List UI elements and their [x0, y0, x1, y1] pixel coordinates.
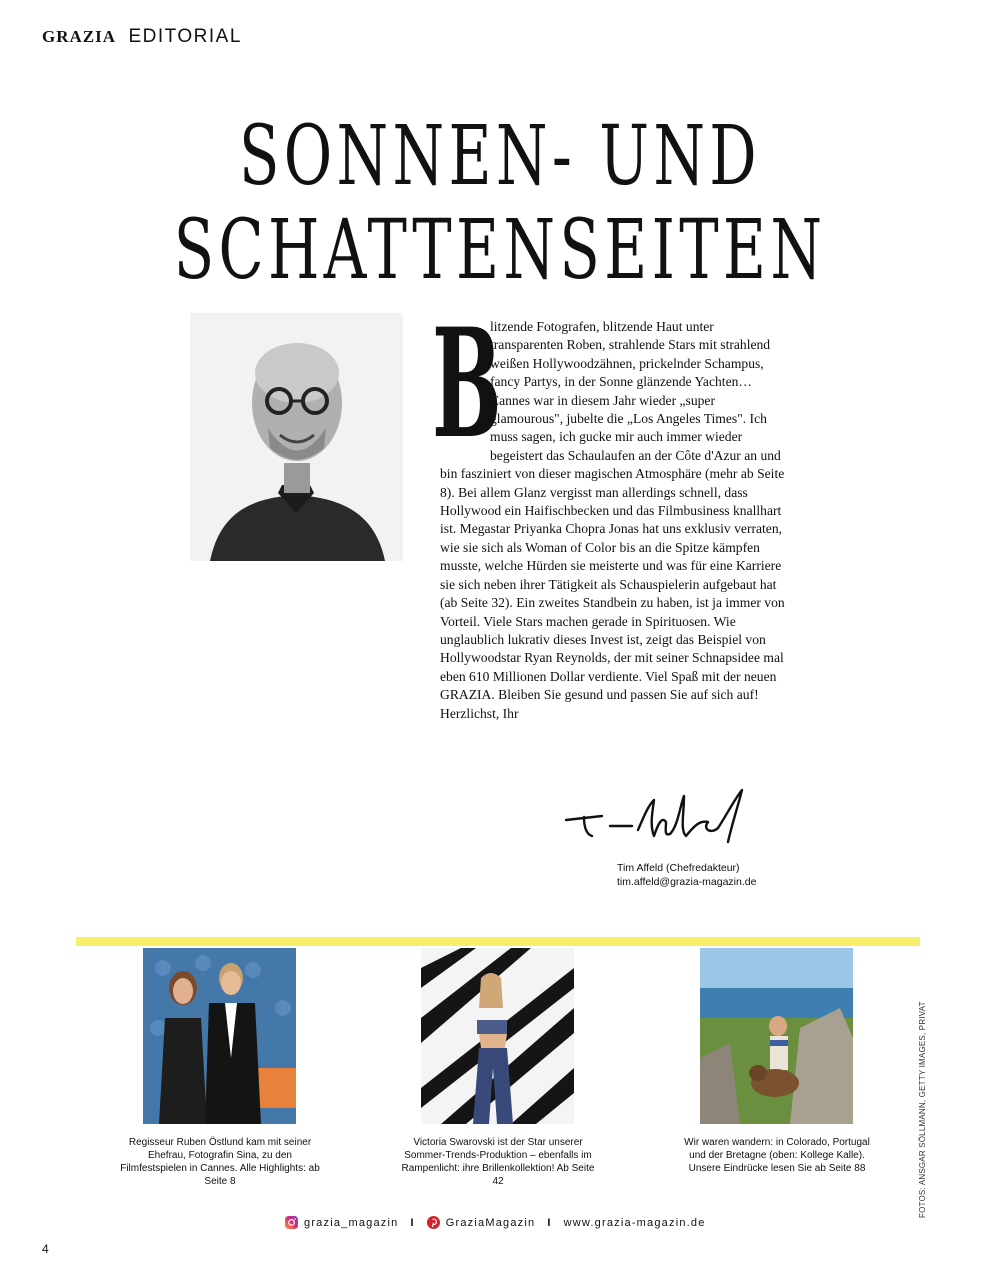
pinterest-handle[interactable]: GraziaMagazin: [445, 1216, 536, 1229]
caption-hiking: Wir waren wandern: in Colorado, Portugal und der Bretagne (oben: Kollege Kalle). Unsere Eindrücke lesen Sie ab Seite 88: [684, 1137, 870, 1174]
editorial-body-text: litzende Fotografen, blitzende Haut unter transparenten Roben, strahlende Stars mit strahlend weißen Hollywoodzähnen, prickelnder Schampus, fancy Partys, in der Sonne glänzende Yachten… Cannes war in diesem Jahr wieder „super glamourous", jubelte die „Los Angeles Times". Ich muss sagen, ich gucke mir auch immer wieder begeistert das Schaulaufen an der Côte d'Azur an und bin fasziniert von dieser magischen Atmosphäre (mehr ab Seite 8). Bei allem Glanz vergisst man allerdings schnell, dass Hollywood ein Haifischbecken und das Filmbusiness knallhart ist. Megastar Priyanka Chopra Jonas hat uns exklusiv verraten, wie sie sich als Woman of Color bis an die Spitze kämpfen musste, welche Hürden sie meisterte und was für eine Karriere sie sich neben ihrer Tätigkeit als Schauspielerin aufgebaut hat (ab Seite 32). Ein zweites Standbein zu haben, ist ja immer von Vorteil. Viele Stars machen gerade in Spirituosen. Wie unglaublich lukrativ dieses Invest ist, zeigt das Beispiel von Hollywoodstar Ryan Reynolds, der mit seiner Schnapsidee mal eben 610 Millionen Dollar verdiente. Viel Spaß mit der neuen GRAZIA. Bleiben Sie gesund und passen Sie auf sich auf! Herzlichst, Ihr: [440, 319, 785, 721]
brand-logo: GRAZIA: [42, 27, 117, 46]
author-portrait: [190, 313, 403, 561]
section-label: EDITORIAL: [128, 26, 242, 47]
accent-bar: [76, 937, 920, 946]
photo-hiking: [700, 948, 853, 1124]
author-email[interactable]: tim.affeld@grazia-magazin.de: [617, 876, 757, 888]
portrait-illustration: [190, 313, 403, 561]
page-number: 4: [42, 1242, 49, 1256]
footer-separator-2: I: [547, 1216, 552, 1229]
author-credit: [617, 861, 756, 889]
photo-swarovski-illustration: [421, 948, 574, 1124]
drop-cap-spacer: [440, 318, 490, 447]
caption-swarovski: Victoria Swarovski ist der Star unserer Sommer-Trends-Produktion – ebenfalls im Rampenlicht: ihre Brillenkollektion! Ab Seite 42: [401, 1137, 595, 1187]
footer-separator: I: [410, 1216, 415, 1229]
headline: [140, 110, 860, 298]
headline-line-2: SCHATTENSEITEN: [173, 203, 827, 298]
pinterest-icon[interactable]: [427, 1216, 440, 1229]
instagram-handle[interactable]: grazia_magazin: [304, 1216, 399, 1229]
photo-cannes-illustration: [143, 948, 296, 1124]
website-link[interactable]: www.grazia-magazin.de: [563, 1216, 706, 1229]
footer-social: [285, 1216, 706, 1229]
headline-line-1: SONNEN- UND: [239, 109, 761, 204]
editorial-body: [440, 318, 789, 723]
photo-cannes-couple: [143, 948, 296, 1124]
instagram-icon[interactable]: [285, 1216, 298, 1229]
photo-credit: FOTOS: ANSGAR SÖLLMANN, GETTY IMAGES, PRIVAT: [918, 1001, 927, 1218]
signature-drawing: [562, 786, 768, 856]
drop-cap: B: [432, 296, 502, 472]
photo-hiking-illustration: [700, 948, 853, 1124]
handwritten-signature: [562, 786, 768, 856]
page-header: [42, 26, 242, 48]
photo-swarovski: [421, 948, 574, 1124]
caption-cannes: Regisseur Ruben Östlund kam mit seiner Ehefrau, Fotografin Sina, zu den Filmfestspielen in Cannes. Alle Highlights: ab Seite 8: [120, 1137, 320, 1187]
author-name: Tim Affeld (Chefredakteur): [617, 862, 740, 874]
